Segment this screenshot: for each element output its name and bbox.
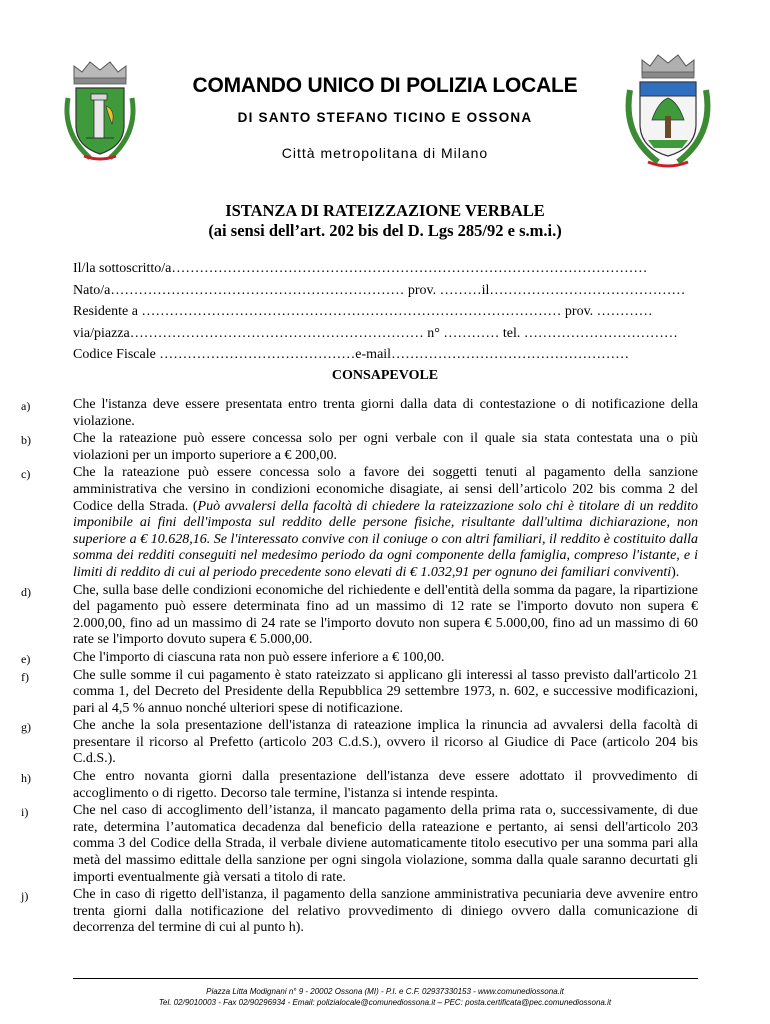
clause-text: Che anche la sola presentazione dell'istanza di rateazione implica la rinuncia ad avvalersi della facoltà di presentare il ricorso al Prefetto (articolo 203 C.d.S.), ovvero il ricorso al Giudice di Pace (articolo 204 bis C.d.S.). [73, 718, 698, 767]
agency-title: COMANDO UNICO DI POLIZIA LOCALE [192, 74, 578, 97]
clause-b [0, 431, 698, 464]
clause-i [0, 803, 698, 886]
metropolitan-city: Città metropolitana di Milano [281, 145, 489, 161]
document-title-line1: ISTANZA DI RATEIZZAZIONE VERBALE [225, 201, 545, 220]
clause-text: Che, sulla base delle condizioni economiche del richiedente e dell'entità della somma da pagare, la ripartizione del pagamento può essere determinata fino ad un massimo di 12 rate se l'importo dovuto non supera € 2.000,00, fino ad un massimo di 24 rate se l'importo dovuto non supera € 5.000,00, fino ad un massimo di 60 rate se l'importo dovuto supera € 5.000,00. [73, 582, 698, 648]
clause-text: Che in caso di rigetto dell'istanza, il pagamento della sanzione amministrativa pecuniaria deve avvenire entro trenta giorni dalla notificazione del relativo provvedimento di diniego ovvero dalla comunicazione di decorrenza del termine di cui al punto h). [73, 887, 698, 936]
clause-italic-note: Può avvalersi della facoltà di chiedere la rateizzazione solo chi è titolare di un reddito imponibile ai fini dell'imposta sul reddito delle persone fisiche, risultante dall'ultima dichiarazione, non superiore a € 10.628,16. Se l'interessato convive con il coniuge o con altri familiari, il reddito è costituito dalla somma dei redditi conseguiti nel medesimo periodo da ogni componente della famiglia, compreso l'istante, e i limiti di reddito di cui al periodo precedente sono elevati di € 1.032,91 per ognuno dei familiari conviventi [73, 498, 698, 580]
clause-tail: ). [671, 564, 680, 580]
clause-marker: c) [21, 467, 31, 482]
clause-h [0, 769, 698, 802]
clause-f [0, 668, 698, 718]
clause-marker: b) [21, 433, 31, 448]
clause-text: Che l'importo di ciascuna rata non può essere inferiore a € 100,00. [73, 649, 445, 665]
clause-marker: i) [21, 805, 29, 820]
footer-contacts: Tel. 02/9010003 - Fax 02/90296934 - Email: polizialocale@comunediossona.it – PEC: posta.certificata@pec.comunediossona.it [158, 998, 612, 1007]
clause-text: Che sulle somme il cui pagamento è stato rateizzato si applicano gli interessi al tasso previsto dall'articolo 21 comma 1, del Decreto del Presidente della Repubblica 29 settembre 1973, n. 602, e successive modificazioni, pari al 4,5 % annuo nonché ulteriori spese di notificazione. [73, 667, 698, 716]
footer-address: Piazza Litta Modignani n° 9 - 20002 Ossona (MI) - P.I. e C.F. 02937330153 - www.comunediossona.it [206, 987, 564, 996]
field-address[interactable]: via/piazza……………………………………………………… n° ………… tel. …………………………… [73, 325, 678, 341]
clause-marker: g) [21, 720, 31, 735]
footer-divider [73, 978, 698, 979]
clause-marker: f) [21, 669, 29, 684]
field-name[interactable]: Il/la sottoscritto/a………………………………………………………………………………………… [73, 261, 648, 276]
field-residence[interactable]: Residente a ……………………………………………………………………………… prov. ………… [73, 304, 653, 319]
clause-marker: a) [21, 399, 31, 413]
clause-text: Che nel caso di accoglimento dell’istanza, il mancato pagamento della prima rata o, successivamente, di due rate, determina l’automatica decadenza dal beneficio della rateazione e pertanto, ai sensi dell'articolo 203 comma 3 del Codice della Strada, il verbale diviene automaticamente titolo esecutivo per una somma pari alla metà del massimo edittale della sanzione per ogni singola violazione, somma dalla quale saranno decurtati gli importi eventualmente già versati a titolo di rate. [73, 803, 698, 885]
clause-j [0, 887, 698, 937]
clause-marker: j) [21, 889, 29, 904]
clause-text: Che la rateazione può essere concessa solo a favore dei soggetti tenuti al pagamento della sanzione amministrativa che versino in condizioni economiche disagiate, ai sensi dell’articolo 202 bis comma 2 del Codice della Strada. ( [73, 465, 698, 514]
field-birth[interactable]: Nato/a……………………………………………………… prov. ………il…………………………………… [73, 282, 686, 298]
clause-text: Che entro novanta giorni dalla presentazione dell'istanza deve essere adottato il provvedimento di accoglimento o di rigetto. Decorso tale termine, l'istanza si intende respinta. [73, 769, 698, 801]
clause-marker: h) [21, 771, 31, 786]
clause-g [0, 718, 698, 768]
clause-text: Che l'istanza deve essere presentata entro trenta giorni dalla data di contestazione o di notificazione della violazione. [73, 397, 698, 429]
field-tax-code-email[interactable]: Codice Fiscale ……………………………………e-mail…………………………………………… [73, 347, 630, 362]
clause-d [0, 583, 698, 649]
clauses-list [0, 397, 770, 938]
clause-text: Che la rateazione può essere concessa solo per ogni verbale con il quale sia stata contestata una o più violazioni per un importo superiore a € 200,00. [73, 431, 698, 463]
clause-marker: d) [21, 584, 31, 599]
document-title [0, 201, 770, 241]
consapevole-heading: CONSAPEVOLE [331, 368, 439, 383]
clause-marker: e) [21, 651, 31, 666]
applicant-fields [73, 258, 698, 366]
clause-e [0, 650, 698, 667]
agency-subtitle: DI SANTO STEFANO TICINO E OSSONA [237, 110, 533, 125]
clause-c [0, 465, 698, 581]
document-title-line2: (ai sensi dell’art. 202 bis del D. Lgs 285/92 e s.m.i.) [208, 221, 562, 240]
clause-a [0, 397, 698, 430]
